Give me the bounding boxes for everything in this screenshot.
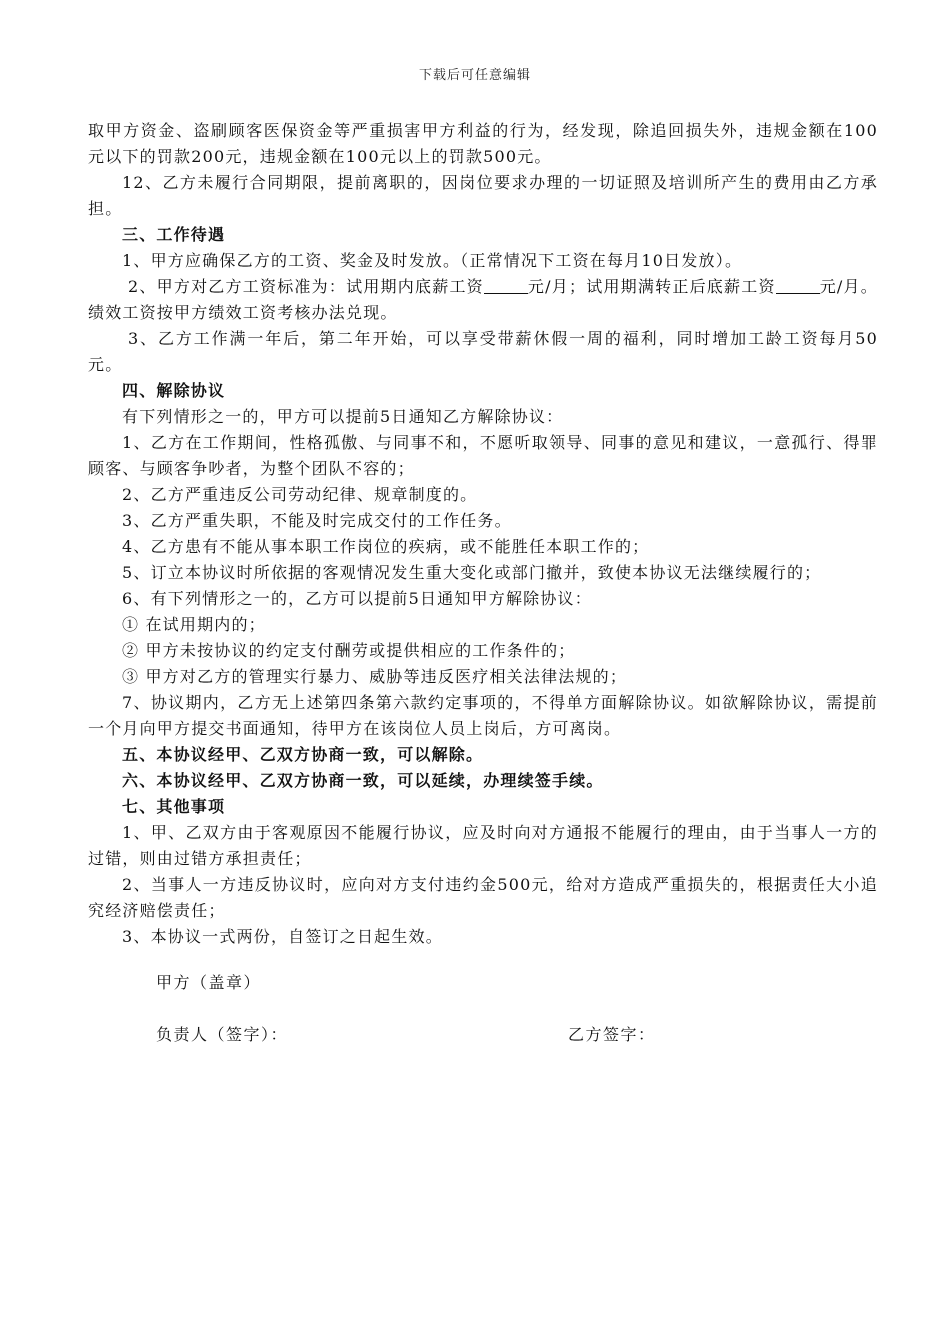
salary-paragraph [88, 274, 878, 326]
responsible-signature-label: 负责人（签字）： [156, 1025, 289, 1044]
list-item: ② 甲方未按协议的约定支付酬劳或提供相应的工作条件的； [122, 641, 576, 660]
paragraph: 2、当事人一方违反协议时，应向对方支付违约金500元，给对方造成严重损失的，根据责任大小追究经济赔偿责任； [88, 875, 878, 920]
section-heading: 三、工作待遇 [122, 225, 226, 244]
list-item: ① 在试用期内的； [122, 615, 266, 634]
salary-text-b: 元/月；试用期满转正后底薪工资 [527, 277, 776, 296]
document-body [88, 118, 878, 950]
probation-salary-blank[interactable] [484, 277, 528, 294]
party-b-signature-label: 乙方签字： [568, 1025, 656, 1044]
salary-text-c: 元/月。绩效工资按甲方绩效工资考核办法兑现。 [88, 277, 878, 322]
salary-text-a: 2、甲方对乙方工资标准为：试用期内底薪工资 [128, 277, 484, 296]
paragraph: 有下列情形之一的，甲方可以提前5日通知乙方解除协议： [122, 407, 564, 426]
section-heading: 四、解除协议 [122, 381, 226, 400]
paragraph: 1、甲、乙双方由于客观原因不能履行协议，应及时向对方通报不能履行的理由，由于当事人一方的过错，则由过错方承担责任； [88, 823, 878, 868]
paragraph: 1、甲方应确保乙方的工资、奖金及时发放。（正常情况下工资在每月10日发放）。 [122, 251, 743, 270]
paragraph: 取甲方资金、盗刷顾客医保资金等严重损害甲方利益的行为，经发现，除追回损失外，违规金额在100元以下的罚款200元，违规金额在100元以上的罚款500元。 [88, 121, 878, 166]
paragraph: 4、乙方患有不能从事本职工作岗位的疾病，或不能胜任本职工作的； [122, 537, 650, 556]
paragraph: 3、乙方严重失职，不能及时完成交付的工作任务。 [122, 511, 512, 530]
list-item: ③ 甲方对乙方的管理实行暴力、威胁等违反医疗相关法律法规的； [122, 667, 628, 686]
party-a-seal-label: 甲方（盖章） [156, 973, 262, 992]
regular-salary-blank[interactable] [776, 277, 820, 294]
section-heading: 六、本协议经甲、乙双方协商一致，可以延续，办理续签手续。 [122, 771, 604, 790]
paragraph: 7、协议期内，乙方无上述第四条第六款约定事项的，不得单方面解除协议。如欲解除协议，需提前一个月向甲方提交书面通知，待甲方在该岗位人员上岗后，方可离岗。 [88, 693, 878, 738]
section-heading: 七、其他事项 [122, 797, 226, 816]
section-heading: 五、本协议经甲、乙双方协商一致，可以解除。 [122, 745, 484, 764]
paragraph: 12、乙方未履行合同期限，提前离职的，因岗位要求办理的一切证照及培训所产生的费用由乙方承担。 [88, 173, 878, 218]
paragraph: 1、乙方在工作期间，性格孤傲、与同事不和，不愿听取领导、同事的意见和建议，一意孤行、得罪顾客、与顾客争吵者，为整个团队不容的； [88, 433, 878, 478]
paragraph: 2、乙方严重违反公司劳动纪律、规章制度的。 [122, 485, 478, 504]
paragraph: 6、有下列情形之一的，乙方可以提前5日通知甲方解除协议： [122, 589, 592, 608]
page-header: 下载后可任意编辑 [418, 68, 531, 83]
paragraph: 3、乙方工作满一年后，第二年开始，可以享受带薪休假一周的福利，同时增加工龄工资每月50元。 [88, 329, 878, 374]
paragraph: 3、本协议一式两份，自签订之日起生效。 [122, 927, 443, 946]
paragraph: 5、订立本协议时所依据的客观情况发生重大变化或部门撤并，致使本协议无法继续履行的； [122, 563, 822, 582]
